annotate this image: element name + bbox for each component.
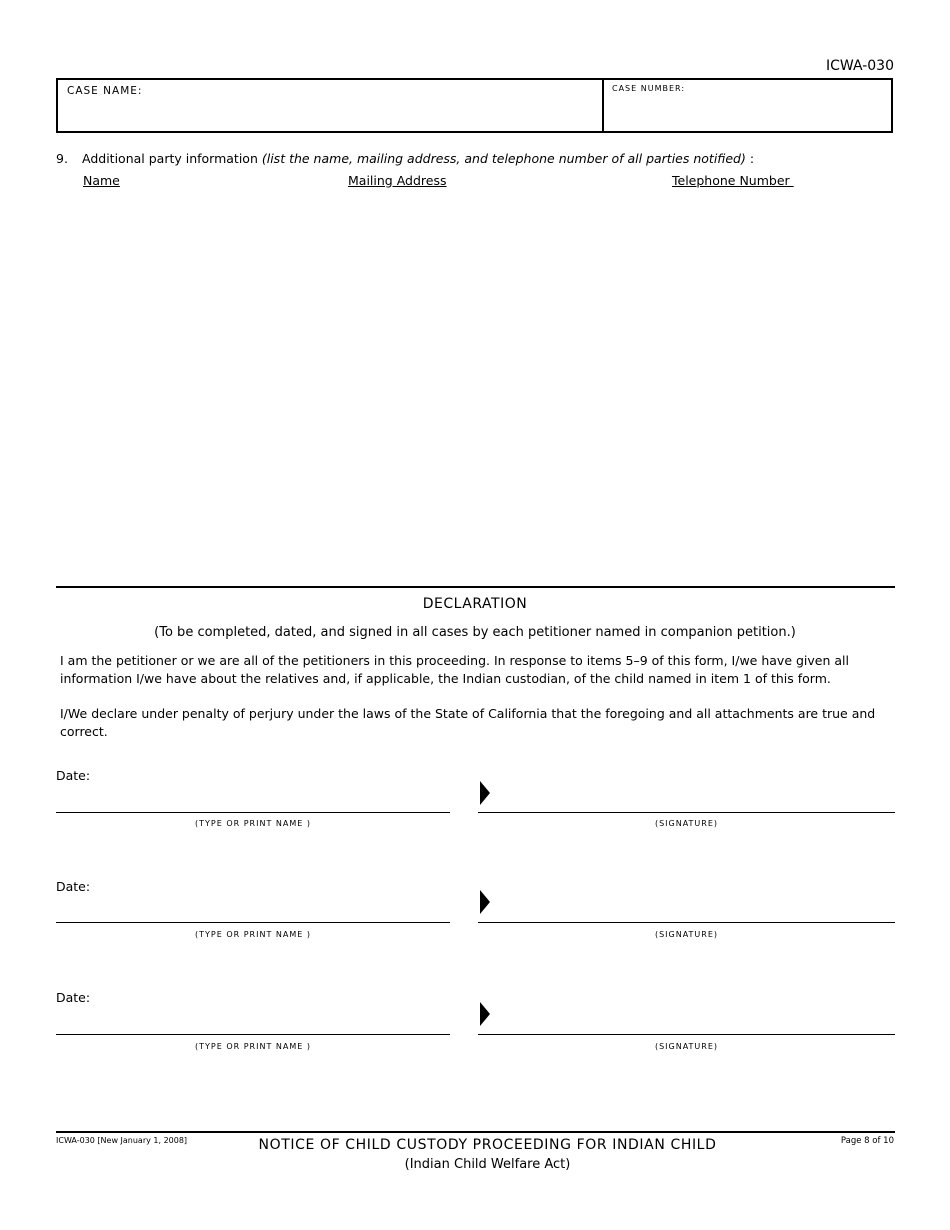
declaration-paragraph-1: I am the petitioner or we are all of the petitioners in this proceeding. In response to items 5–9 of this form, I/we have given all information I/we have about the relatives and, if applicable, the Indian custodian, of the child named in item 1 of this form.	[60, 653, 849, 686]
date-label: Date:	[56, 990, 91, 1005]
date-label: Date:	[56, 879, 91, 894]
column-header-mailing-address: Mailing Address	[348, 173, 447, 188]
signature-caption: (SIGNATURE)	[654, 819, 719, 828]
signature-arrow-icon	[480, 1002, 490, 1026]
case-header-box	[56, 78, 893, 133]
date-label: Date:	[56, 768, 91, 783]
signature-caption: (SIGNATURE)	[654, 1042, 719, 1051]
item-9-number: 9.	[56, 151, 68, 166]
print-name-caption: (TYPE OR PRINT NAME )	[195, 930, 311, 939]
column-header-telephone: Telephone Number	[672, 173, 794, 188]
signature-line[interactable]	[478, 922, 895, 923]
print-name-line[interactable]	[56, 1034, 450, 1035]
column-header-name: Name	[83, 173, 120, 188]
signature-caption: (SIGNATURE)	[654, 930, 719, 939]
case-box-divider	[602, 80, 604, 131]
case-number-label: CASE NUMBER:	[612, 84, 686, 93]
declaration-subtitle: (To be completed, dated, and signed in all cases by each petitioner named in companion petition.)	[154, 625, 796, 640]
case-name-label: CASE NAME:	[67, 85, 143, 97]
form-subtitle: (Indian Child Welfare Act)	[404, 1157, 571, 1172]
print-name-line[interactable]	[56, 922, 450, 923]
form-revision: ICWA-030 [New January 1, 2008]	[56, 1136, 188, 1145]
form-title: NOTICE OF CHILD CUSTODY PROCEEDING FOR INDIAN CHILD	[258, 1137, 717, 1153]
item-9-suffix: :	[745, 151, 755, 166]
signature-line[interactable]	[478, 812, 895, 813]
print-name-caption: (TYPE OR PRINT NAME )	[195, 1042, 311, 1051]
footer-divider	[56, 1131, 895, 1133]
page-number: Page 8 of 10	[840, 1136, 894, 1146]
section-divider	[56, 586, 895, 588]
form-id: ICWA-030	[825, 58, 894, 74]
signature-arrow-icon	[480, 890, 490, 914]
print-name-line[interactable]	[56, 812, 450, 813]
declaration-title: DECLARATION	[422, 596, 528, 612]
signature-line[interactable]	[478, 1034, 895, 1035]
item-9-label: Additional party information	[82, 151, 262, 166]
declaration-paragraph-2: I/We declare under penalty of perjury under the laws of the State of California that the foregoing and all attachments are true and correct.	[60, 706, 876, 739]
item-9-text	[82, 151, 754, 166]
print-name-caption: (TYPE OR PRINT NAME )	[195, 819, 311, 828]
signature-arrow-icon	[480, 781, 490, 805]
item-9-instructions: (list the name, mailing address, and telephone number of all parties notified)	[261, 151, 746, 166]
